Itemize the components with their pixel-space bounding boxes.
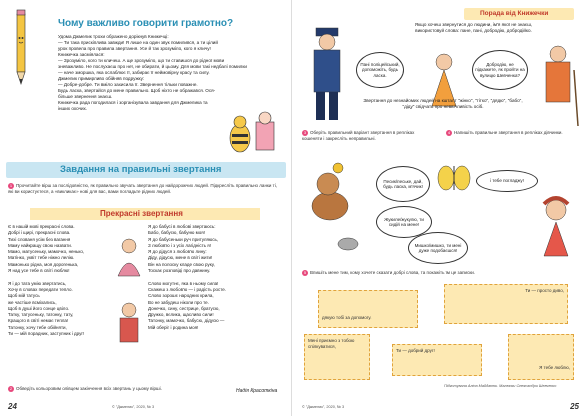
speech-bubble-bee: Мишко/мишко, ти мені дуже подобаєшся! <box>408 232 468 264</box>
intro-text <box>58 34 268 112</box>
page-title: Чому важливо говорити грамотно? <box>58 18 234 29</box>
advice-note: Звертання до незнайомих людей на кшталт "жінко", "тітко", "дядю", "бабо", "діду" свідчать про неввічливість осіб. <box>363 98 523 109</box>
speech-bubble-cat: Песик/пеське, дай, будь ласка, м'ячик! <box>376 166 430 202</box>
page-number-right: 25 <box>570 402 579 411</box>
task-3 <box>302 130 432 142</box>
mouse-illustration <box>334 232 364 252</box>
task-title: Завдання на правильні звертання <box>60 164 222 175</box>
pencil-illustration <box>6 8 36 88</box>
left-page <box>0 0 292 416</box>
intro-line: — Зрозуміло, кого ти кличеш. А ще зрозуміло, що ти ставишся до рідної мови <box>58 58 225 63</box>
task-1 <box>8 183 283 195</box>
intro-line: урок провела про правила звертання. Усе й так зрозуміло, кого я кличу! <box>58 46 211 51</box>
intro-line: Джмелик примирливо обійняв подружку: <box>58 76 145 81</box>
advice-header: Порада від Книжечки <box>480 10 549 17</box>
illustration-credit: Підготувала Аліна Майданюк. Малюнки Олександри Шевченко <box>444 384 557 388</box>
intro-line: інших охочих. <box>58 106 88 111</box>
note-card-4[interactable] <box>392 344 482 376</box>
speech-bubble-girl: і тебе погладжу! <box>476 170 538 192</box>
note-card-1-text: дякую тобі за допомогу. <box>322 315 372 320</box>
advice-text <box>366 22 581 34</box>
footer-left: © "Джмелик", 2020, № 3 <box>112 405 155 409</box>
little-girl-illustration <box>530 196 580 268</box>
task-number-5: 5 <box>303 270 307 275</box>
police-officer-illustration <box>302 26 352 126</box>
note-card-3-text: Мені приємно з тобою спілкуватися, <box>308 338 355 349</box>
note-card-2-text: Ти — просто диво, <box>525 288 564 293</box>
note-card-1[interactable] <box>318 290 418 328</box>
intro-line: Удома Джмелик трохи ображено дорікнув Книжечці: <box>58 34 169 39</box>
note-card-5[interactable] <box>508 334 574 380</box>
note-card-5-text: Я тебе люблю, <box>539 365 570 370</box>
note-card-3[interactable] <box>304 334 370 380</box>
father-child-illustration <box>110 300 148 344</box>
advice-line: Якщо хочеш звернутися до людини, ім'я якої не знаєш, <box>414 22 533 27</box>
poem-author: Надія Красоткіна <box>236 388 278 394</box>
speech-bubble-elder: Добродію, не підкажете, як пройти на вулицю Шевченка? <box>472 50 528 90</box>
page-number-left: 24 <box>8 402 17 411</box>
speech-bubble-dog: Жукиле/жукулю, ти сидій на мене! <box>376 206 432 238</box>
intro-line: Книжечка рада погодилася і зорганізувала завдання для Джмелика та <box>58 100 208 105</box>
task-number-4: 4 <box>447 130 451 135</box>
right-page <box>294 0 587 416</box>
task-5-text: Впишіть мене тим, кому хочете сказати добрі слова, та покажіть їм це записки. <box>310 270 476 276</box>
poem-title: Прекрасні звертання <box>100 209 183 218</box>
task-2-text: Обведіть кольоровим олівцем закінчення всіх звертань у цьому вірші. <box>16 386 162 392</box>
advice-line: використовуй слова: пане, пані, добродію, добродійко. <box>415 28 532 33</box>
intro-line: зневажливо. Не послухаєш про неї, не обирати, й цьому. Для мови такі недбалі помилки <box>58 64 247 69</box>
dog-illustration <box>300 160 360 230</box>
intro-line: — наче зморшка, яка ослаблює її, забирає її неймовірну красу та силу. <box>58 70 210 75</box>
intro-line: більше звернення знаєш. <box>58 94 113 99</box>
task-5 <box>302 270 572 276</box>
note-card-4-text: Ти — добрий друг! <box>396 348 435 353</box>
task-number-1: 1 <box>9 183 13 188</box>
intro-line: — Ти така прискіплива завжди! Я лише на один звук помилився, а ти цілий <box>58 40 218 45</box>
task-number-2: 2 <box>9 386 13 391</box>
task-number-3: 3 <box>303 130 307 135</box>
mother-child-illustration <box>110 236 148 278</box>
task-2 <box>8 386 228 392</box>
task-4 <box>446 130 581 136</box>
task-3-text: Оберіть правильний варіант звертання в репліках кошеняти і закресліть неправильні. <box>302 130 415 141</box>
task-1-text: Прочитайте вірш за послідовністю, як правильно звучать звертання до найдорожчих людей. Підкресліть правильно ланки ті, які ви користуєтеся, а «викликає» нові для вас, вами погладьте рідних людей. <box>8 183 277 194</box>
poem-column-right: Я до бабусі в любові звертаюсь: Бабо, бабусю, бабуню моя! Я до бабусеньки руч притуляюсь, З любов'ю і з усіх лагідність я! Я до дідуся з любов'ю лину: Діду, дідусю, мене в світі жити! Він на полоску кладе свою руку, Тоскає розповіді про давнину. Слово могутнє, яка в ньому сила! Скажеш з любов'ю — і радість росте. Слово зорошє народних крила, Во не забудеш ніколи про те. Донечко, сину, сестрице, братусю, Дружко, вєлика, щасливо сили! Татонку, мамочко, бабусю, дідусю — Мій оберіг і родина моя! <box>148 224 227 330</box>
intro-line: — Добре-добре. Ти вміло захисила її. Звернення тільки поважне. <box>58 82 198 87</box>
poem-column-left: Є в нашій мові прекрасні слова. Добрі і щирі, прекрасні слова. Тихі слованя усім без вагання Маму найкращу свою назвати. Мамо, матусеньку, мамочко, ненько, Матінко, уквіт тебе ніжно лелію. Мамонько рідна, моя дорогенька, Я над усе тебе в світі люблю! Я і до тата умію звертатись, Хочу в словах передати тепло. Щоб мій татусь же частіше всміхались, Щоб в душі його сонце цвіло. Татку, татусеньку, татонку, тату, Кращого в світі немає тепла! Татонку, хочу тебе обійняти, Ти — мій порадник, заступник і друг! <box>8 224 85 337</box>
intro-line: Книжечка засміялася: <box>58 52 105 57</box>
task-4-text: Напишіть правильне звертання в репліках дівчинки. <box>454 130 563 136</box>
speech-bubble-police: Пані поліцейський, допоможіть, будь ласка. <box>356 52 404 88</box>
butterfly-illustration <box>436 160 472 196</box>
note-card-2[interactable] <box>444 284 568 324</box>
elder-illustration <box>534 40 582 130</box>
intro-line: Будь ласка, звертайся до мене правильно. Щоб ніхто не ображався. Ося- <box>58 88 216 93</box>
footer-right: © "Джмелик", 2020, № 3 <box>302 405 345 409</box>
bee-and-book-illustration <box>222 110 282 160</box>
